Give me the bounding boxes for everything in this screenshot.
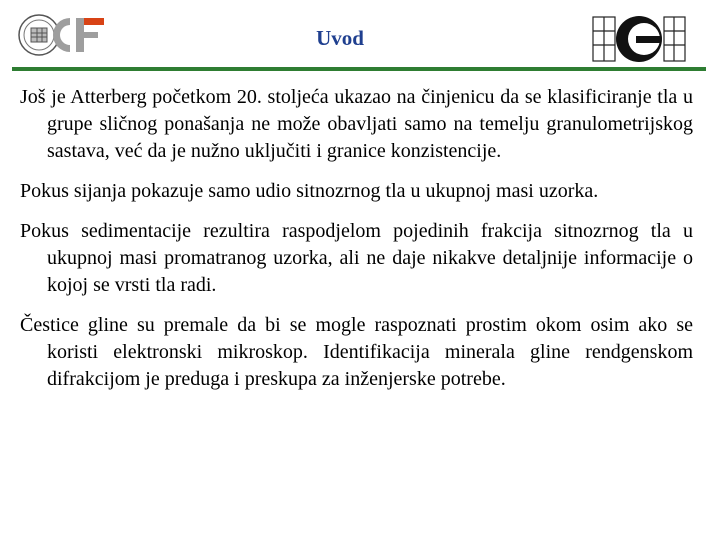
slide-body xyxy=(20,84,693,406)
slide-title: Uvod xyxy=(316,26,364,50)
paragraph-atterberg: Još je Atterberg početkom 20. stoljeća ukazao na činjenicu da se klasificiranje tla u grupe sličnog ponašanja ne može obavljati samo na temelju granulometrijskog sastava, već da je nužno uključiti i granice konzistencije. xyxy=(20,86,693,162)
paragraph-sieve-test: Pokus sijanja pokazuje samo udio sitnozrnog tla u ukupnoj masi uzorka. xyxy=(20,180,599,202)
paragraph-sedimentation-test: Pokus sedimentacije rezultira raspodjelom pojedinih frakcija sitnozrnog tla u ukupnoj masi promatranog uzorka, ali ne daje nikakve detaljnije informacije o kojoj se vrsti tla radi. xyxy=(20,220,693,296)
slide-header xyxy=(0,0,720,70)
paragraph-clay-particles: Čestice gline su premale da bi se mogle raspoznati prostim okom osim ako se koristi elektronski mikroskop. Identifikacija minerala gline rendgenskom difrakcijom je preduga i preskupa za inženjerske potrebe. xyxy=(20,314,693,390)
institute-logo-icon xyxy=(592,14,686,64)
header-divider xyxy=(12,67,706,71)
